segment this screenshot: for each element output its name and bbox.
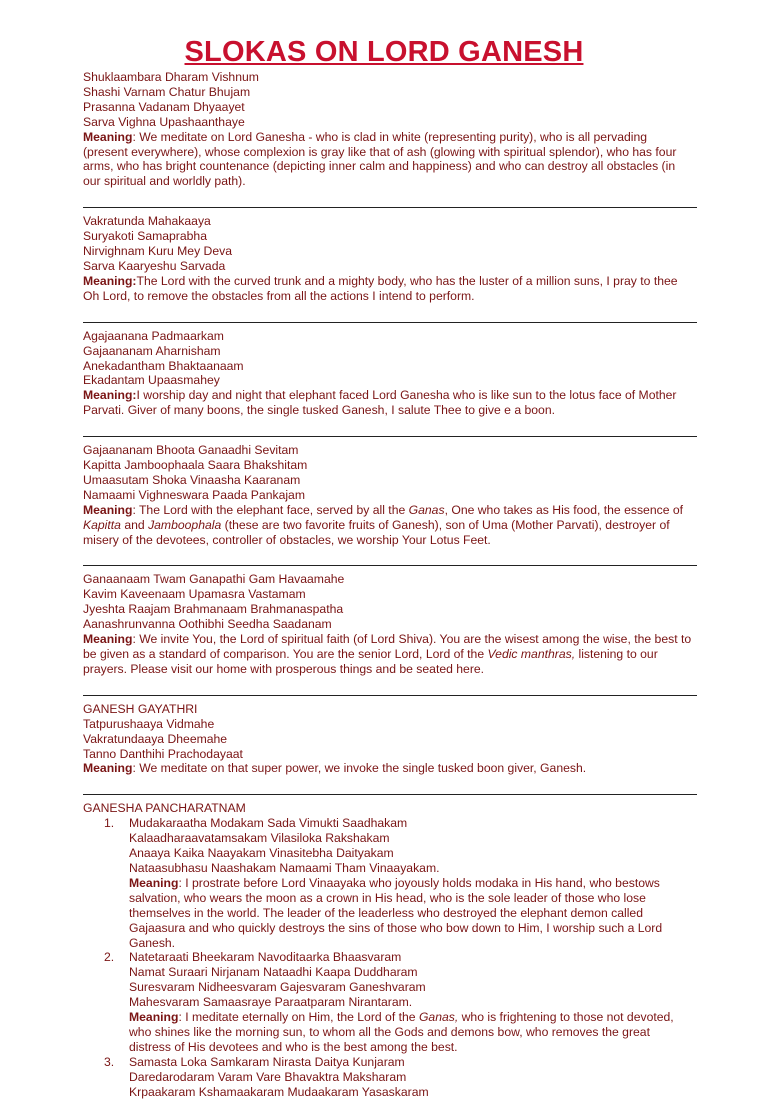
meaning-paragraph <box>83 503 693 548</box>
divider <box>83 207 697 208</box>
meaning-term: Ganas <box>408 502 445 517</box>
meaning-text: The Lord with the curved trunk and a mighty body, who has the luster of a million suns, I pray to thee Oh Lord, to remove the obstacles from all the actions I intend to perform. <box>83 273 678 303</box>
meaning-label: Meaning <box>83 502 133 517</box>
meaning-paragraph <box>129 1010 693 1055</box>
pancharatnam-section <box>83 801 693 1099</box>
sloka-line: Gajaananam Bhoota Ganaadhi Sevitam <box>83 443 299 458</box>
section-heading: GANESH GAYATHRI <box>83 701 198 716</box>
sloka-line: Tatpurushaaya Vidmahe <box>83 716 215 731</box>
list-number: 3. <box>104 1054 115 1069</box>
sloka-line: Ekadantam Upaasmahey <box>83 373 220 388</box>
divider <box>83 436 697 437</box>
sloka-line: Gajaananam Aharnisham <box>83 343 221 358</box>
meaning-text: : We invite You, the Lord of spiritual faith (of Lord Shiva). You are the wisest among the wise, the best to be given as a standard of comparison. You are the senior Lord, Lord of the <box>83 632 692 661</box>
list-item <box>83 1055 693 1099</box>
sloka-line: Kapitta Jamboophaala Saara Bhakshitam <box>83 458 308 473</box>
list-item <box>83 816 693 950</box>
meaning-paragraph <box>83 761 693 776</box>
sloka-content <box>83 70 693 1099</box>
sloka-line: Vakratundaaya Dheemahe <box>83 731 228 746</box>
sloka-section-5 <box>83 572 693 676</box>
list-number: 1. <box>104 816 115 831</box>
meaning-label: Meaning <box>129 875 179 890</box>
sloka-line: Namat Suraari Nirjanam Nataadhi Kaapa Duddharam <box>129 965 418 980</box>
section-heading: GANESHA PANCHARATNAM <box>83 801 246 816</box>
list-number: 2. <box>104 950 115 965</box>
divider <box>83 695 697 696</box>
meaning-text: : I prostrate before Lord Vinaayaka who joyously holds modaka in His hand, who bestows salvation, who wears the moon as a crown in His head, who is the sole leader of those who lose themselves in the world. The leader of the leaderless who destroyed the elephant demon called Gajaasura and who quickly destroys the sins of those who bow down to Him, I worship such a Lord Ganesh. <box>129 875 663 950</box>
meaning-text: and <box>120 517 149 532</box>
sloka-section-2 <box>83 214 693 303</box>
divider <box>83 565 697 566</box>
meaning-text: , One who takes as His food, the essence of <box>444 502 684 517</box>
sloka-line: Anekadantham Bhaktaanaam <box>83 358 244 373</box>
sloka-line: Sarva Kaaryeshu Sarvada <box>83 258 226 273</box>
sloka-section-gayathri <box>83 702 693 777</box>
meaning-term: Vedic manthras, <box>487 647 576 661</box>
meaning-term: Kapitta <box>83 517 121 532</box>
meaning-text: (these are two favorite fruits of Ganesh), son of Uma (Mother Parvati), destroyer of misery of the devotees, controller of obstacles, we worship Your Lotus Feet. <box>83 517 670 547</box>
divider <box>83 322 697 323</box>
list-item <box>83 950 693 1054</box>
meaning-label: Meaning <box>83 632 133 647</box>
meaning-paragraph <box>83 388 693 418</box>
meaning-text: listening to our prayers. Please visit our home with prosperous things and be seated here. <box>83 647 658 676</box>
sloka-line: Sarva Vighna Upashaanthaye <box>83 114 245 129</box>
meaning-text: : We meditate on Lord Ganesha - who is clad in white (representing purity), who is all pervading (present everywhere), whose complexion is gray like that of ash (glowing with spiritual splendor), who has four arms, who has bright countenance (depicting inner calm and happiness) and who can destroy all obstacles (in our spiritual and worldly path). <box>83 129 677 189</box>
sloka-line: Nirvighnam Kuru Mey Deva <box>83 244 233 259</box>
sloka-line: Shashi Varnam Chatur Bhujam <box>83 84 251 99</box>
sloka-line: Suryakoti Samaprabha <box>83 229 207 244</box>
meaning-term: Ganas, <box>418 1010 459 1025</box>
sloka-line: Agajaanana Padmaarkam <box>83 328 224 343</box>
meaning-paragraph <box>129 876 693 951</box>
meaning-label: Meaning <box>129 1010 179 1025</box>
sloka-line: Kalaadharaavatamsakam Vilasiloka Rakshakam <box>129 831 390 846</box>
page-title: SLOKAS ON LORD GANESH <box>184 36 584 68</box>
sloka-line: Shuklaambara Dharam Vishnum <box>83 70 259 84</box>
sloka-line: Umaasutam Shoka Vinaasha Kaaranam <box>83 472 301 487</box>
divider <box>83 794 697 795</box>
sloka-section-4 <box>83 443 693 547</box>
sloka-line: Krpaakaram Kshamaakaram Mudaakaram Yasaskaram <box>129 1084 429 1099</box>
sloka-line: Anaaya Kaika Naayakam Vinasitebha Daityakam <box>129 846 394 861</box>
sloka-line: Namaami Vighneswara Paada Pankajam <box>83 487 305 502</box>
sloka-line: Tanno Danthihi Prachodayaat <box>83 746 243 761</box>
sloka-section-3 <box>83 329 693 418</box>
meaning-label: Meaning: <box>83 388 137 403</box>
meaning-text: : I meditate eternally on Him, the Lord of the <box>178 1010 419 1025</box>
sloka-line: Nataasubhasu Naashakam Namaami Tham Vinaayakam. <box>129 860 440 875</box>
meaning-text: : The Lord with the elephant face, served by all the <box>132 502 409 517</box>
meaning-text: I worship day and night that elephant faced Lord Ganesha who is like sun to the lotus face of Mother Parvati. Giver of many boons, the single tusked Ganesh, I salute Thee to give e a boon. <box>83 388 677 418</box>
sloka-line: Aanashrunvanna Oothibhi Seedha Saadanam <box>83 617 332 632</box>
meaning-text: who is frightening to those not devoted, who shines like the morning sun, to whom all the Gods and demons bow, who removes the great distress of His devotees and who is the best among the best. <box>129 1010 674 1054</box>
sloka-line: Daredarodaram Varam Vare Bhavaktra Maksharam <box>129 1069 407 1084</box>
sloka-line: Vakratunda Mahakaaya <box>83 214 211 229</box>
sloka-line: Ganaanaam Twam Ganapathi Gam Havaamahe <box>83 572 345 587</box>
meaning-text: : We meditate on that super power, we invoke the single tusked boon giver, Ganesh. <box>132 761 587 776</box>
meaning-label: Meaning <box>83 129 133 144</box>
sloka-section-1 <box>83 70 693 189</box>
sloka-line: Mudakaraatha Modakam Sada Vimukti Saadhakam <box>129 816 408 831</box>
sloka-line: Kavim Kaveenaam Upamasra Vastamam <box>83 587 306 602</box>
sloka-line: Suresvaram Nidheesvaram Gajesvaram Ganeshvaram <box>129 980 426 995</box>
meaning-paragraph <box>83 130 693 190</box>
sloka-line: Mahesvaram Samaasraye Paraatparam Nirantaram. <box>129 995 413 1010</box>
meaning-paragraph <box>83 632 693 677</box>
meaning-term: Jamboophala <box>148 517 222 532</box>
pancharatnam-list <box>83 816 693 1099</box>
sloka-line: Natetaraati Bheekaram Navoditaarka Bhaasvaram <box>129 950 402 965</box>
sloka-line: Samasta Loka Samkaram Nirasta Daitya Kunjaram <box>129 1054 405 1069</box>
meaning-label: Meaning <box>83 761 133 776</box>
meaning-label: Meaning: <box>83 273 137 288</box>
sloka-line: Jyeshta Raajam Brahmanaam Brahmanaspatha <box>83 602 344 617</box>
sloka-line: Prasanna Vadanam Dhyaayet <box>83 99 245 114</box>
meaning-paragraph <box>83 274 693 304</box>
